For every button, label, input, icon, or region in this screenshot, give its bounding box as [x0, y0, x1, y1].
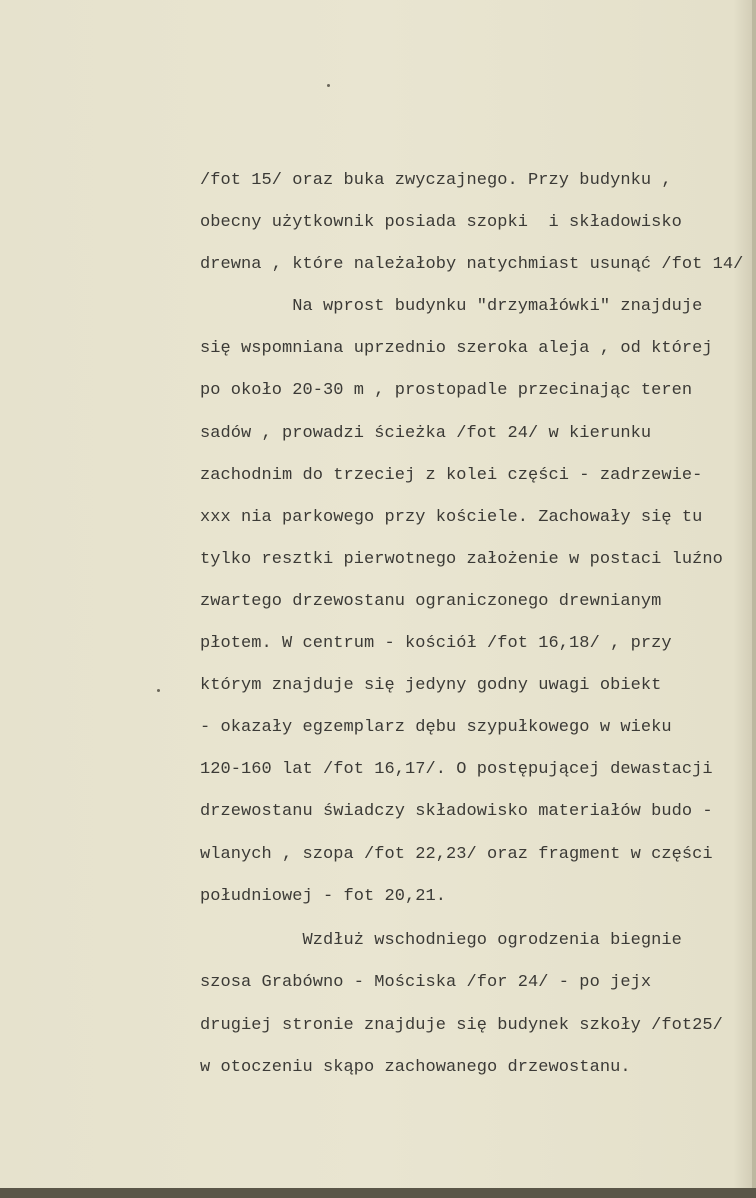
text-line: sadów , prowadzi ścieżka /fot 24/ w kierunku [200, 424, 652, 443]
text-line: /fot 15/ oraz buka zwyczajnego. Przy budynku , [200, 171, 672, 190]
page-bottom-border [0, 1188, 756, 1198]
text-line: Wzdłuż wschodniego ogrodzenia biegnie [200, 931, 682, 950]
text-line: 120-160 lat /fot 16,17/. O postępującej dewastacji [200, 760, 713, 779]
text-line: którym znajduje się jedyny godny uwagi obiekt [200, 676, 662, 695]
text-line: zachodnim do trzeciej z kolei części - zadrzewie- [200, 466, 703, 485]
text-line: w otoczeniu skąpo zachowanego drzewostanu. [200, 1058, 631, 1077]
text-line: - okazały egzemplarz dębu szypułkowego w wieku [200, 718, 672, 737]
text-line: się wspomniana uprzednio szeroka aleja , od której [200, 339, 713, 358]
text-line: drewna , które należałoby natychmiast usunąć /fot 14/ [200, 255, 744, 274]
page-edge-shadow [752, 0, 756, 1188]
text-line: xxx nia parkowego przy kościele. Zachowały się tu [200, 508, 703, 527]
text-line: zwartego drzewostanu ograniczonego drewnianym [200, 592, 662, 611]
text-line: drzewostanu świadczy składowisko materiałów budo - [200, 802, 713, 821]
paper-speck [327, 84, 330, 87]
text-line: obecny użytkownik posiada szopki i składowisko [200, 213, 682, 232]
text-line: tylko resztki pierwotnego założenie w postaci luźno [200, 550, 723, 569]
text-line: wlanych , szopa /fot 22,23/ oraz fragment w części [200, 845, 713, 864]
paper-speck [157, 689, 160, 692]
text-line: Na wprost budynku "drzymałówki" znajduje [200, 297, 703, 316]
text-line: płotem. W centrum - kościół /fot 16,18/ , przy [200, 634, 672, 653]
text-line: szosa Grabówno - Mościska /for 24/ - po jejx [200, 973, 652, 992]
text-line: drugiej stronie znajduje się budynek szkoły /fot25/ [200, 1016, 723, 1035]
text-line: południowej - fot 20,21. [200, 887, 447, 906]
text-line: po około 20-30 m , prostopadle przecinając teren [200, 381, 693, 400]
